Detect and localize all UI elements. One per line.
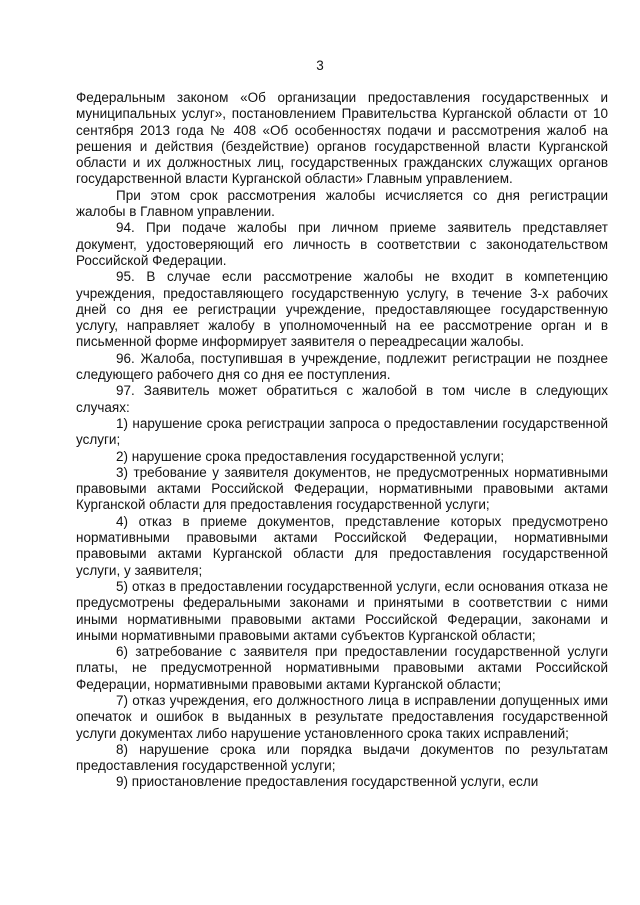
list-item-9: 9) приостановление предоставления государственной услуги, если xyxy=(116,774,539,790)
list-item-4: 4) отказ в приеме документов, представление которых предусмотрено нормативными правовыми актами Российской Федерации, нормативными правовыми актами Курганской области для предоставления государственной услуги, у заявителя; xyxy=(76,513,608,578)
paragraph-96: 96. Жалоба, поступившая в учреждение, подлежит регистрации не позднее следующего рабочего дня со дня ее поступления. xyxy=(76,350,608,383)
list-item-5: 5) отказ в предоставлении государственной услуги, если основания отказа не предусмотрены федеральными законами и принятыми в соответствии с ними иными нормативными правовыми актами Российской Федерации, законами и иными нормативными правовыми актами субъектов Курганской области; xyxy=(76,578,608,643)
list-item-1: 1) нарушение срока регистрации запроса о предоставлении государственной услуги; xyxy=(76,415,608,448)
paragraph-intro: Федеральным законом «Об организации предоставления государственных и муниципальных услуг», постановлением Правительства Курганской области от 10 сентября 2013 года № 408 «Об особенностях подачи и рассмотрения жалоб на решения и действия (бездействие) органов государственной власти Курганской области и их должностных лиц, государственных гражданских служащих органов государственной власти Курганской области» Главным управлением. xyxy=(76,90,608,187)
page-number: 3 xyxy=(316,58,324,73)
list-item-8: 8) нарушение срока или порядка выдачи документов по результатам предоставления государственной услуги; xyxy=(76,741,608,774)
paragraph-95: 95. В случае если рассмотрение жалобы не входит в компетенцию учреждения, предоставляющего государственную услугу, в течение 3-х рабочих дней со дня ее регистрации учреждение, предоставляющее государственную услугу, направляет жалобу в уполномоченный на ее рассмотрение орган и в письменной форме информирует заявителя о переадресации жалобы. xyxy=(76,269,608,350)
list-item-3: 3) требование у заявителя документов, не предусмотренных нормативными правовыми актами Российской Федерации, нормативными правовыми актами Курганской области для предоставления государственной услуги; xyxy=(76,464,608,513)
list-item-2: 2) нарушение срока предоставления государственной услуги; xyxy=(116,448,505,464)
list-item-7: 7) отказ учреждения, его должностного лица в исправлении допущенных ими опечаток и ошибок в выданных в результате предоставления государственной услуги документах либо нарушение установленного срока таких исправлений; xyxy=(76,692,608,741)
list-item-6: 6) затребование с заявителя при предоставлении государственной услуги платы, не предусмотренной нормативными правовыми актами Российской Федерации, нормативными правовыми актами Курганской области; xyxy=(76,644,608,692)
paragraph-complaint-term: При этом срок рассмотрения жалобы исчисляется со дня регистрации жалобы в Главном управлении. xyxy=(76,187,608,220)
paragraph-94: 94. При подаче жалобы при личном приеме заявитель представляет документ, удостоверяющий его личность в соответствии с законодательством Российской Федерации. xyxy=(76,220,608,268)
document-body xyxy=(76,90,608,791)
paragraph-97: 97. Заявитель может обратиться с жалобой в том числе в следующих случаях: xyxy=(76,383,608,415)
